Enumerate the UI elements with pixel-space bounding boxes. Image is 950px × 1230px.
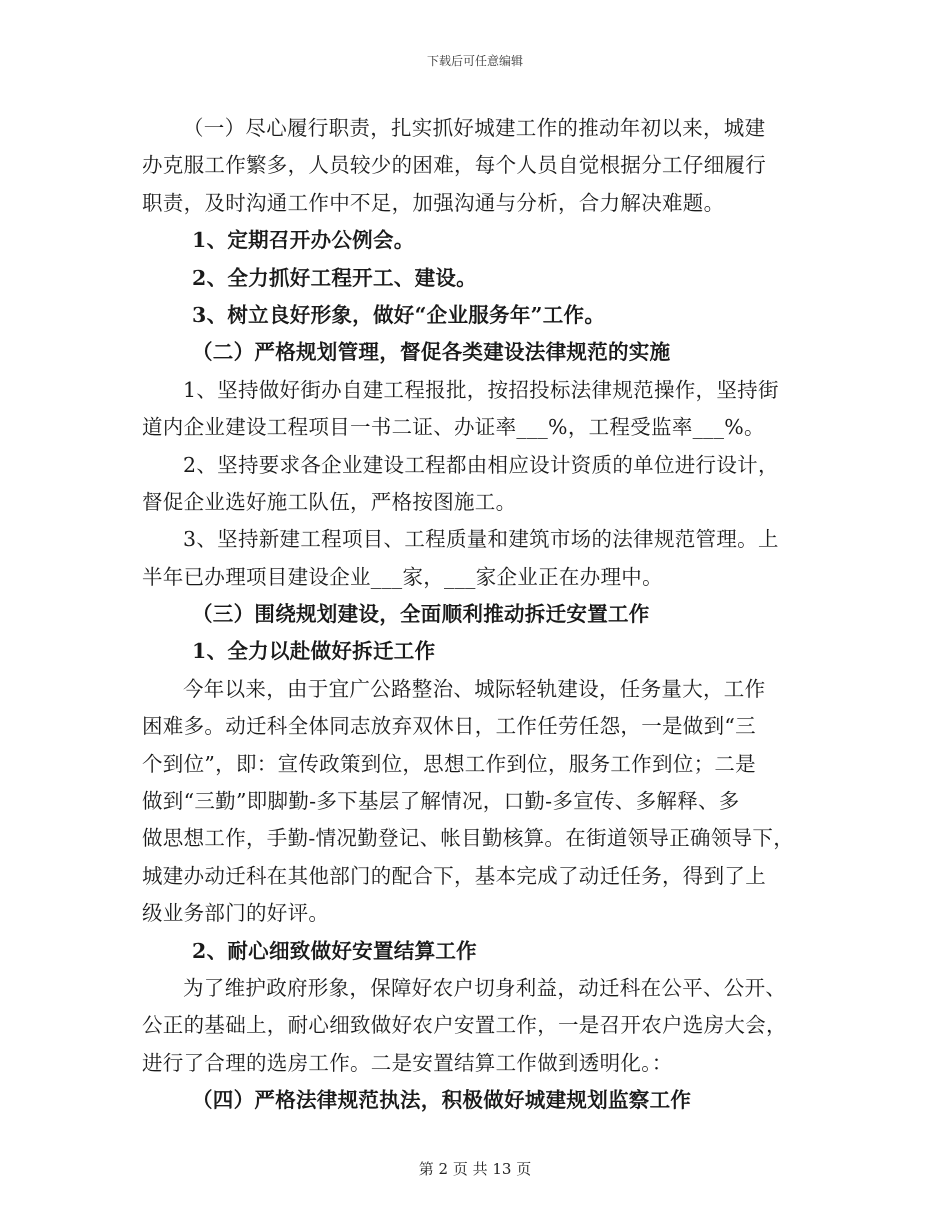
section-heading: 1、全力以赴做好拆迁工作 — [192, 639, 436, 664]
paragraph-line: 督促企业选好施工队伍，严格按图施工。 — [142, 489, 517, 514]
section-heading: 2、全力抓好工程开工、建设。 — [192, 265, 477, 290]
paragraph-line: 1、坚持做好街办自建工程报批，按招投标法律规范操作，坚持街 — [183, 377, 779, 402]
page-header: 下载后可任意编辑 — [426, 54, 523, 68]
paragraph-line: 做到“三勤”即脚勤-多下基层了解情况，口勤-多宣传、多解释、多 — [142, 789, 740, 814]
paragraph-line: 公正的基础上，耐心细致做好农户安置工作，一是召开农户选房大会， — [142, 1013, 787, 1038]
paragraph-line: 个到位”，即：宣传政策到位，思想工作到位，服务工作到位；二是 — [142, 751, 756, 776]
paragraph-line: 职责，及时沟通工作中不足，加强沟通与分析，合力解决难题。 — [142, 190, 725, 215]
section-heading: （三）围绕规划建设，全面顺利推动拆迁安置工作 — [192, 602, 650, 627]
paragraph-line: 城建办动迁科在其他部门的配合下，基本完成了动迁任务，得到了上 — [142, 863, 766, 888]
page-number: 第 2 页 共 13 页 — [418, 1160, 532, 1178]
paragraph-line: 做思想工作，手勤-情况勤登记、帐目勤核算。在街道领导正确领导下， — [142, 826, 795, 851]
section-heading: （二）严格规划管理，督促各类建设法律规范的实施 — [192, 340, 671, 365]
paragraph-line: 办克服工作繁多，人员较少的困难，每个人员自觉根据分工仔细履行 — [142, 153, 766, 178]
paragraph-line: 半年已办理项目建设企业___家，___家企业正在办理中。 — [142, 564, 663, 589]
paragraph-line: 级业务部门的好评。 — [142, 901, 330, 926]
paragraph-line: 2、坚持要求各企业建设工程都由相应设计资质的单位进行设计， — [183, 452, 779, 477]
paragraph-line: 进行了合理的选房工作。二是安置结算工作做到透明化。： — [142, 1050, 673, 1075]
section-heading: 3、树立良好形象，做好“企业服务年”工作。 — [192, 302, 606, 327]
paragraph-line: 3、坚持新建工程项目、工程质量和建筑市场的法律规范管理。上 — [183, 527, 779, 552]
paragraph-line: 今年以来，由于宜广公路整治、城际轻轨建设，任务量大，工作 — [183, 676, 766, 701]
document-body — [142, 110, 812, 1120]
section-heading: 2、耐心细致做好安置结算工作 — [192, 938, 477, 963]
paragraph-line: 道内企业建设工程项目一书二证、办证率___%，工程受监率___%。 — [142, 415, 765, 440]
section-heading: （四）严格法律规范执法，积极做好城建规划监察工作 — [192, 1088, 692, 1113]
section-heading: 1、定期召开办公例会。 — [192, 228, 415, 253]
paragraph-line: 为了维护政府形象，保障好农户切身利益，动迁科在公平、公开、 — [183, 975, 787, 1000]
paragraph-line: （一）尽心履行职责，扎实抓好城建工作的推动年初以来，城建 — [183, 116, 766, 140]
paragraph-line: 困难多。动迁科全体同志放弃双休日，工作任劳任怨，一是做到“三 — [142, 714, 756, 739]
